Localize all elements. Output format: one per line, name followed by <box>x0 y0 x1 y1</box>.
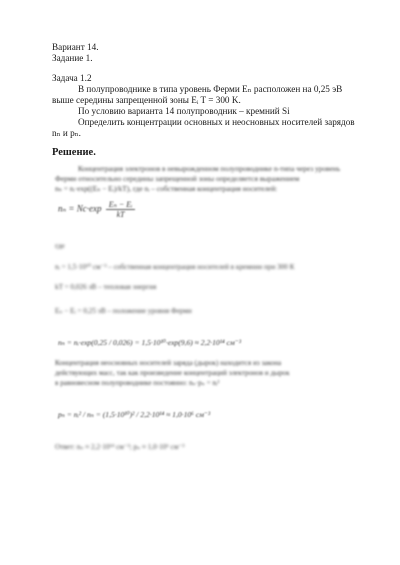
solution-paragraph-2-line-1: Концентрация неосновных носителей заряда (дырок) находится из закона <box>55 359 282 367</box>
problem-line-1: В полупроводнике в типа уровень Ферми Eₙ расположен на 0,25 эВ <box>78 84 343 94</box>
where-label: где <box>55 241 65 250</box>
answer-line: Ответ: nₙ ≈ 2,2·10¹⁴ см⁻³; pₙ ≈ 1,0·10⁶ см⁻³ <box>55 443 185 451</box>
solution-paragraph-2-line-2: действующих масс, так как произведение концентраций электронов и дырок <box>55 369 290 377</box>
solution-paragraph-2-line-3: в равновесном полупроводнике постоянно: nₙ·pₙ = nᵢ² <box>55 379 220 387</box>
formula-1-denominator: kT <box>116 210 125 219</box>
problem-line-2: выше середины запрещенной зоны Eᵢ T = 300 K. <box>52 95 241 105</box>
solution-paragraph-1-line-3: nₙ = nᵢ·exp((Eₙ − Eᵢ)/kT), где nᵢ – собственная концентрация носителей: <box>55 184 278 193</box>
definition-line-3: Eₙ − Eᵢ = 0,25 эВ – положение уровня Ферми <box>55 307 192 315</box>
problem-line-3: По условию варианта 14 полупроводник – кремний Si <box>78 106 290 116</box>
definition-line-1: nᵢ = 1,5·10¹⁰ см⁻³ – собственная концентрация носителей в кремнии при 300 К <box>55 263 295 271</box>
formula-1-numerator: Eₙ − Eᵢ <box>106 200 136 210</box>
formula-1-fraction <box>106 200 136 219</box>
solution-paragraph-1-line-1: Концентрация электронов в невырожденном полупроводнике n-типа через уровень <box>78 164 341 173</box>
task-title: Задание 1. <box>52 53 93 63</box>
solution-heading: Решение. <box>52 147 96 158</box>
solution-paragraph-1-line-2: Ферми относительно середины запрещенной зоны определяется выражением <box>55 174 300 183</box>
formula-1 <box>58 200 137 219</box>
definition-line-2: kT = 0,026 эВ – тепловая энергия <box>55 283 157 291</box>
problem-title: Задача 1.2 <box>52 73 92 83</box>
formula-3: pₙ = nᵢ² / nₙ = (1,5·10¹⁰)² / 2,2·10¹⁴ ≈ 1,0·10⁶ см⁻³ <box>58 410 211 419</box>
problem-line-5: nₙ и pₙ. <box>52 128 81 138</box>
formula-2: nₙ = nᵢ·exp(0,25 / 0,026) = 1,5·10¹⁰·exp(9,6) ≈ 2,2·10¹⁴ см⁻³ <box>58 338 242 347</box>
variant-title: Вариант 14. <box>52 42 99 52</box>
formula-1-lhs: nₙ = Nc·exp <box>58 203 102 214</box>
problem-line-4: Определить концентрации основных и неосновных носителей зарядов <box>78 117 355 127</box>
